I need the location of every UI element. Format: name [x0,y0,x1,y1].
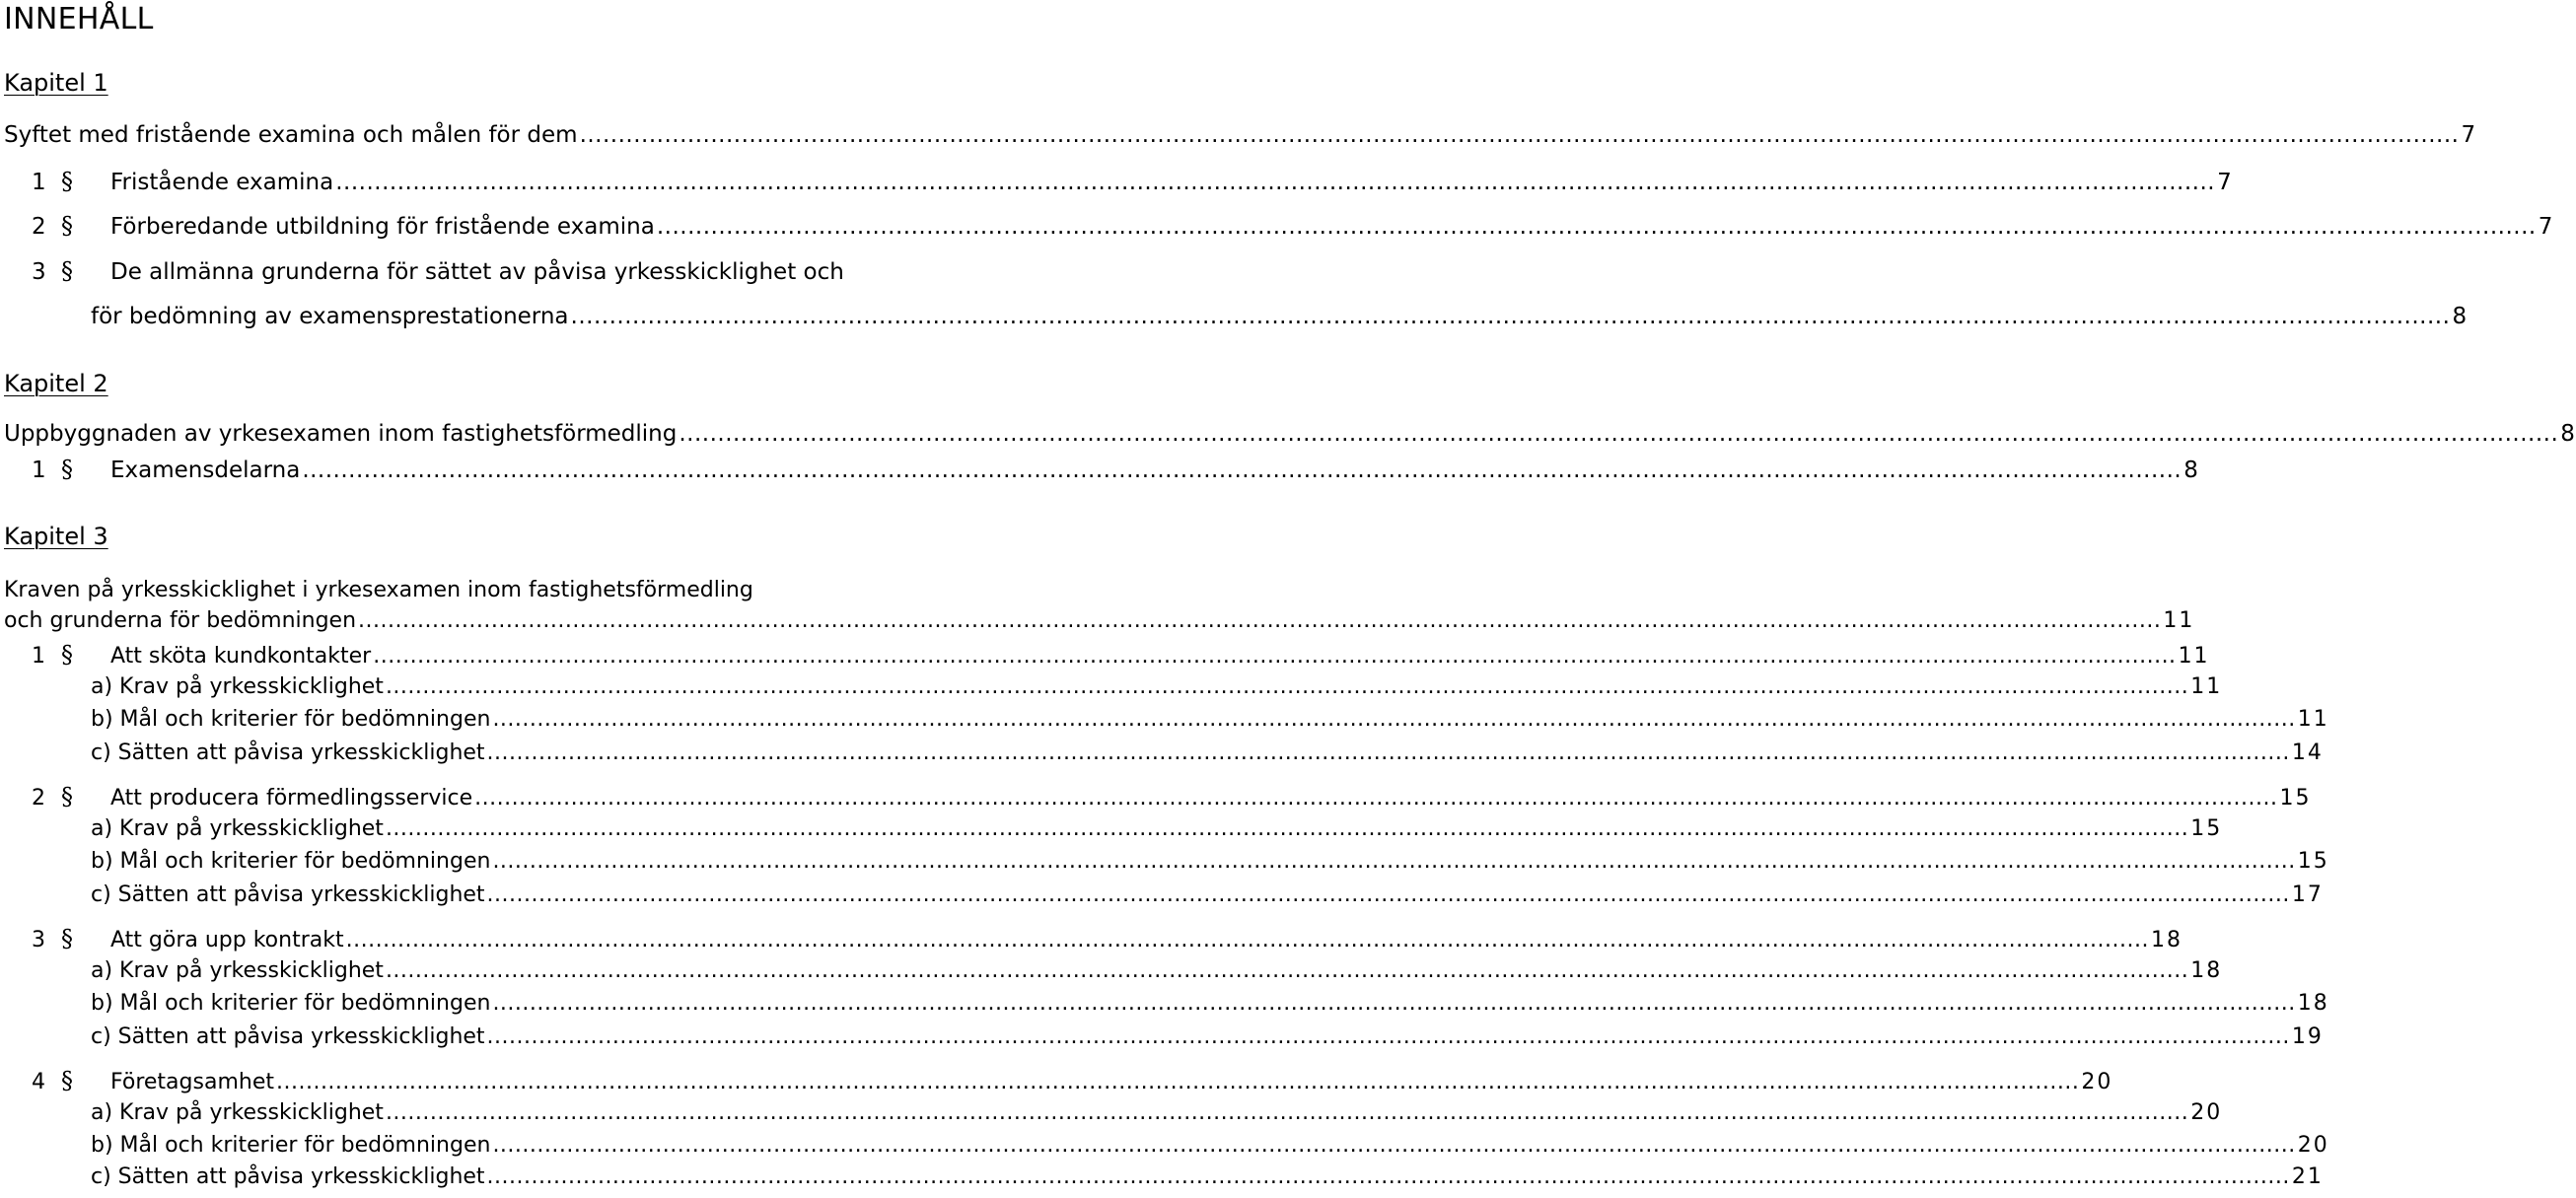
entry-text: b) Mål och kriterier för bedömningen [91,707,491,732]
toc-subentry-3-1-a[interactable] [91,674,2223,706]
dot-leader [487,1024,2290,1049]
chapter-2-heading[interactable]: Kapitel 2 [4,370,108,397]
page-number: 20 [2081,1070,2113,1094]
dot-leader [571,304,2451,329]
dot-leader [487,1164,2290,1189]
toc-subentry-3-1-c[interactable] [91,740,2324,772]
entry-text: Att producera förmedlingsservice [110,786,473,810]
dot-leader [386,1100,2188,1125]
page-number: 15 [2279,786,2312,810]
entry-text: Att göra upp kontrakt [110,928,344,952]
toc-subentry-3-2-a[interactable] [91,816,2223,848]
entry-text: för bedömning av examensprestationerna [91,304,569,329]
page-number: 8 [2560,421,2576,447]
page-number: 15 [2297,849,2329,874]
entry-text: c) Sätten att påvisa yrkesskicklighet [91,740,485,765]
toc-subentry-3-3-c[interactable] [91,1024,2324,1056]
page-number: 18 [2190,958,2223,983]
section-sign-icon: § [61,641,73,669]
entry-text: b) Mål och kriterier för bedömningen [91,1133,491,1158]
entry-text: De allmänna grunderna för sättet av påvisa yrkesskicklighet och [110,259,844,285]
section-sign-icon: § [61,168,73,195]
toc-subentry-3-3-b[interactable] [91,991,2329,1022]
dot-leader [373,644,2176,669]
toc-entry-chapter-1-intro[interactable] [4,122,2477,154]
toc-entry-1-2[interactable] [32,212,2554,244]
dot-leader [335,170,2215,195]
toc-entry-chapter-3-intro[interactable]: Kraven på yrkesskicklighet i yrkesexamen inom fastighetsförmedling [4,578,753,602]
entry-text: c) Sätten att påvisa yrkesskicklighet [91,882,485,907]
dot-leader [358,608,2161,633]
section-number: 2 [32,214,46,240]
toc-subentry-3-4-c[interactable] [91,1164,2324,1196]
page-number: 20 [2190,1100,2223,1125]
dot-leader [386,816,2188,841]
entry-text: b) Mål och kriterier för bedömningen [91,991,491,1016]
dot-leader [276,1070,2079,1094]
page-number: 11 [2190,674,2223,699]
section-number: 3 [32,928,45,952]
toc-subentry-3-4-b[interactable] [91,1133,2329,1164]
toc-entry-1-3[interactable] [32,257,941,289]
toc-entry-chapter-2-intro[interactable] [4,421,2576,453]
section-sign-icon: § [61,925,73,952]
dot-leader [492,849,2295,874]
dot-leader [386,958,2188,983]
page-number: 11 [2297,707,2329,732]
dot-leader [474,786,2277,810]
dot-leader [487,882,2290,907]
page-number: 18 [2150,928,2182,952]
toc-subentry-3-3-a[interactable] [91,958,2223,990]
chapter-1-heading[interactable]: Kapitel 1 [4,69,108,97]
page-number: 8 [2452,304,2469,329]
entry-text: Fristående examina [110,170,334,195]
section-number: 2 [32,786,45,810]
entry-text: Uppbyggnaden av yrkesexamen inom fastighetsförmedling [4,421,678,447]
entry-text: och grunderna för bedömningen [4,608,357,633]
entry-text: a) Krav på yrkesskicklighet [91,674,384,699]
section-sign-icon: § [61,456,73,483]
toc-entry-1-3-continued[interactable] [91,304,2469,335]
toc-entry-3-4[interactable] [32,1067,2113,1098]
dot-leader [386,674,2188,699]
section-sign-icon: § [61,212,73,240]
entry-text: c) Sätten att påvisa yrkesskicklighet [91,1164,485,1189]
page-number: 18 [2297,991,2329,1016]
entry-text: c) Sätten att påvisa yrkesskicklighet [91,1024,485,1049]
toc-entry-3-2[interactable] [32,783,2312,814]
dot-leader [492,1133,2295,1158]
entry-text: Syftet med fristående examina och målen för dem [4,122,578,148]
page-number: 7 [2461,122,2477,148]
entry-text: b) Mål och kriterier för bedömningen [91,849,491,874]
page-number: 8 [2183,458,2199,483]
dot-leader [679,421,2558,447]
page-number: 21 [2291,1164,2324,1189]
page-number: 14 [2291,740,2324,765]
chapter-3-heading[interactable]: Kapitel 3 [4,523,108,550]
toc-entry-3-3[interactable] [32,925,2182,956]
entry-text: Att sköta kundkontakter [110,644,372,669]
section-number: 3 [32,259,46,285]
page-number: 7 [2538,214,2554,240]
section-number: 4 [32,1070,45,1094]
toc-subentry-3-4-a[interactable] [91,1100,2223,1132]
dot-leader [492,991,2295,1016]
page-number: 19 [2291,1024,2324,1049]
dot-leader [657,214,2537,240]
toc-subentry-3-1-b[interactable] [91,707,2329,739]
section-sign-icon: § [61,783,73,810]
entry-text: Examensdelarna [110,458,301,483]
entry-text: a) Krav på yrkesskicklighet [91,816,384,841]
entry-text: a) Krav på yrkesskicklighet [91,1100,384,1125]
toc-entry-1-1[interactable] [32,168,2233,199]
toc-subentry-3-2-b[interactable] [91,849,2329,881]
section-number: 1 [32,458,46,483]
entry-text: Företagsamhet [110,1070,274,1094]
section-sign-icon: § [61,257,73,285]
page-number: 7 [2217,170,2233,195]
toc-entry-3-1[interactable] [32,641,2210,672]
page-number: 11 [2163,608,2195,633]
dot-leader [492,707,2295,732]
section-number: 1 [32,170,46,195]
section-sign-icon: § [61,1067,73,1094]
page-number: 11 [2178,644,2210,669]
page-number: 15 [2190,816,2223,841]
toc-subentry-3-2-c[interactable] [91,882,2324,914]
toc-entry-chapter-3-intro-continued[interactable] [4,608,2195,640]
section-number: 1 [32,644,45,669]
entry-text: Förberedande utbildning för fristående examina [110,214,655,240]
entry-text: a) Krav på yrkesskicklighet [91,958,384,983]
page-number: 20 [2297,1133,2329,1158]
toc-title: INNEHÅLL [4,2,154,36]
toc-entry-2-1[interactable] [32,456,2199,487]
dot-leader [487,740,2290,765]
dot-leader [302,458,2182,483]
dot-leader [346,928,2149,952]
page-number: 17 [2291,882,2324,907]
dot-leader [580,122,2460,148]
